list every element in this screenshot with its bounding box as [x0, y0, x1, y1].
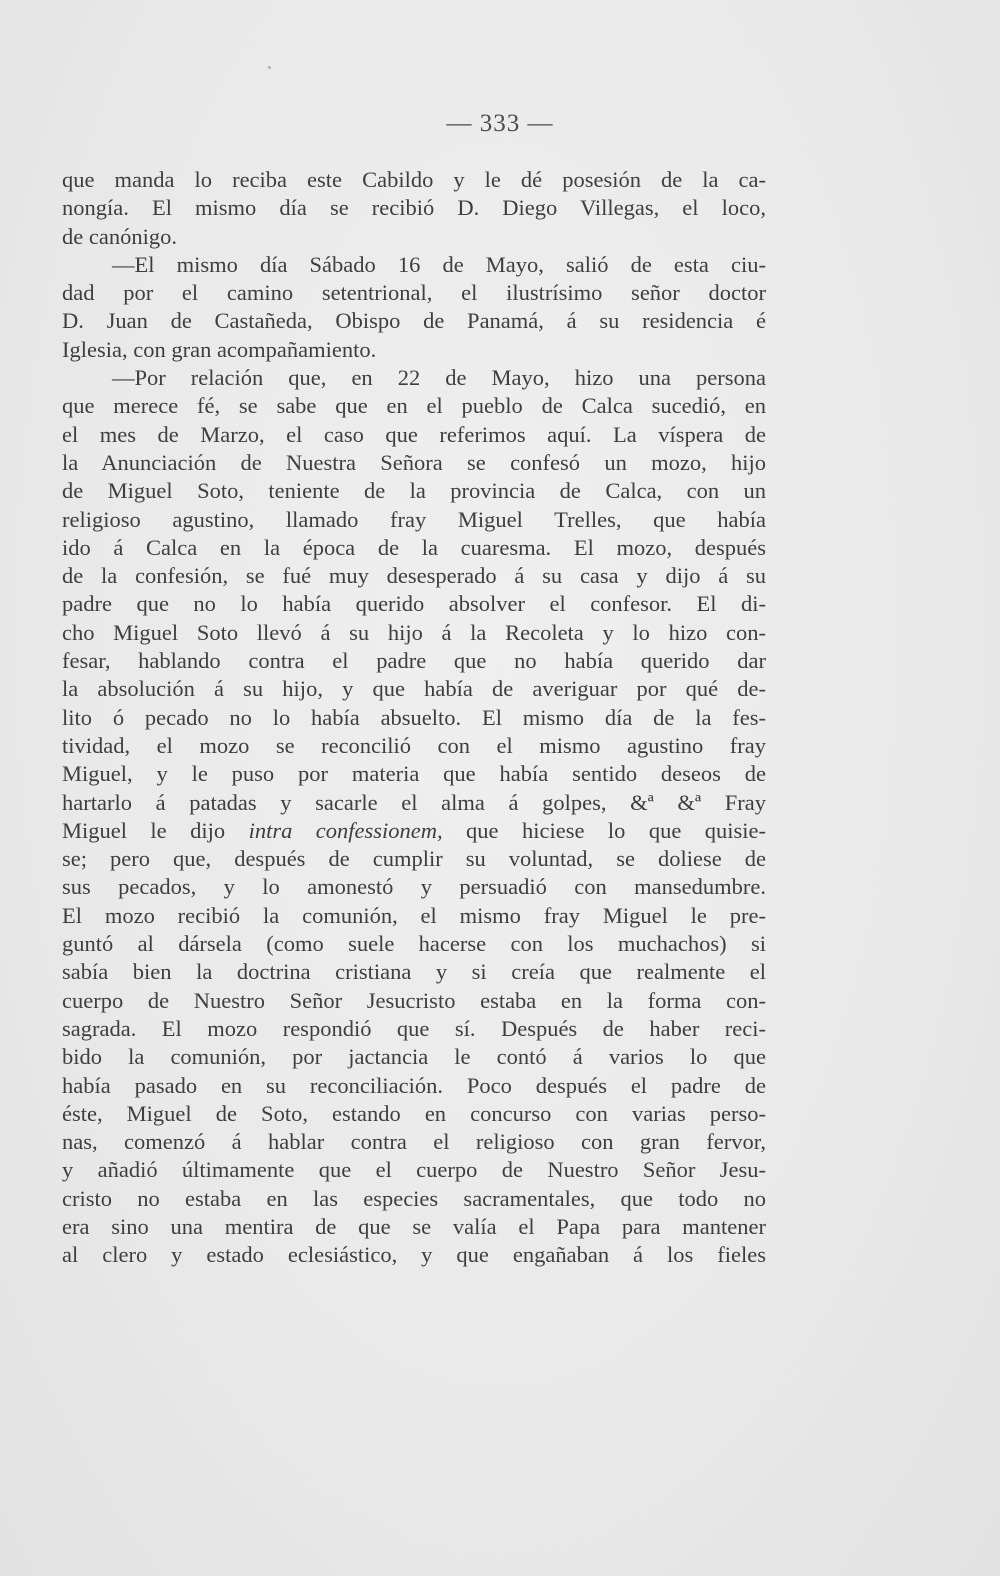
text-line: se; pero que, después de cumplir su voluntad, se doliese de: [62, 846, 766, 872]
body-text: [62, 166, 766, 1270]
text-line: de la confesión, se fué muy desesperado á su casa y dijo á su: [62, 563, 766, 589]
text-line: lito ó pecado no lo había absuelto. El mismo día de la fes-: [62, 704, 766, 730]
text-line: nas, comenzó á hablar contra el religioso con gran fervor,: [62, 1129, 766, 1155]
page-number: — 333 —: [446, 110, 554, 137]
text-line: la Anunciación de Nuestra Señora se confesó un mozo, hijo: [62, 449, 766, 475]
text-line: Miguel, y le puso por materia que había sentido deseos de: [62, 761, 766, 787]
text-line: cristo no estaba en las especies sacramentales, que todo no: [62, 1185, 766, 1211]
text-line: tividad, el mozo se reconcilió con el mismo agustino fray: [62, 732, 766, 758]
text-line: sagrada. El mozo respondió que sí. Después de haber reci-: [62, 1015, 766, 1041]
text-line: guntó al dársela (como suele hacerse con los muchachos) si: [62, 931, 766, 957]
text-line: [62, 817, 766, 845]
text-line: religioso agustino, llamado fray Miguel Trelles, que había: [62, 506, 766, 532]
text-segment: Miguel le dijo: [62, 817, 249, 843]
text-line: ido á Calca en la época de la cuaresma. El mozo, después: [62, 534, 766, 560]
text-line: Iglesia, con gran acompañamiento.: [62, 336, 377, 362]
text-line: fesar, hablando contra el padre que no había querido dar: [62, 648, 766, 674]
text-segment: que hiciese lo que quisie-: [442, 817, 766, 843]
text-line: bido la comunión, por jactancia le contó á varios lo que: [62, 1044, 766, 1070]
text-line: cuerpo de Nuestro Señor Jesucristo estaba en la forma con-: [62, 987, 766, 1013]
text-line: —Por relación que, en 22 de Mayo, hizo una persona: [112, 365, 766, 391]
text-line: padre que no lo había querido absolver el confesor. El di-: [62, 591, 766, 617]
text-line: dad por el camino setentrional, el ilustrísimo señor doctor: [62, 280, 766, 306]
text-line: de Miguel Soto, teniente de la provincia de Calca, con un: [62, 478, 766, 504]
text-line: había pasado en su reconciliación. Poco después el padre de: [62, 1072, 766, 1098]
text-line: sabía bien la doctrina cristiana y si creía que realmente el: [62, 959, 766, 985]
text-line: de canónigo.: [62, 223, 177, 249]
text-line: nongía. El mismo día se recibió D. Diego Villegas, el loco,: [62, 195, 766, 221]
text-line: el mes de Marzo, el caso que referimos aquí. La víspera de: [62, 421, 766, 447]
text-line: El mozo recibió la comunión, el mismo fray Miguel le pre-: [62, 902, 766, 928]
text-line: D. Juan de Castañeda, Obispo de Panamá, á su residencia é: [62, 308, 766, 334]
text-line: hartarlo á patadas y sacarle el alma á golpes, &ª &ª Fray: [62, 789, 766, 815]
paper-speck: [268, 66, 271, 69]
text-line: que manda lo reciba este Cabildo y le dé posesión de la ca-: [62, 167, 766, 192]
text-line: éste, Miguel de Soto, estando en concurso con varias perso-: [62, 1100, 766, 1126]
text-line: —El mismo día Sábado 16 de Mayo, salió de esta ciu-: [112, 251, 766, 277]
text-line: era sino una mentira de que se valía el Papa para mantener: [62, 1213, 766, 1239]
text-line: al clero y estado eclesiástico, y que engañaban á los fieles: [62, 1242, 766, 1268]
text-line: y añadió últimamente que el cuerpo de Nuestro Señor Jesu-: [62, 1157, 766, 1183]
text-line: sus pecados, y lo amonestó y persuadió con mansedumbre.: [62, 874, 766, 900]
text-line: que merece fé, se sabe que en el pueblo de Calca sucedió, en: [62, 393, 766, 419]
text-line: la absolución á su hijo, y que había de averiguar por qué de-: [62, 676, 766, 702]
italic-phrase: intra confessionem,: [248, 817, 443, 843]
text-line: cho Miguel Soto llevó á su hijo á la Recoleta y lo hizo con-: [62, 619, 766, 645]
